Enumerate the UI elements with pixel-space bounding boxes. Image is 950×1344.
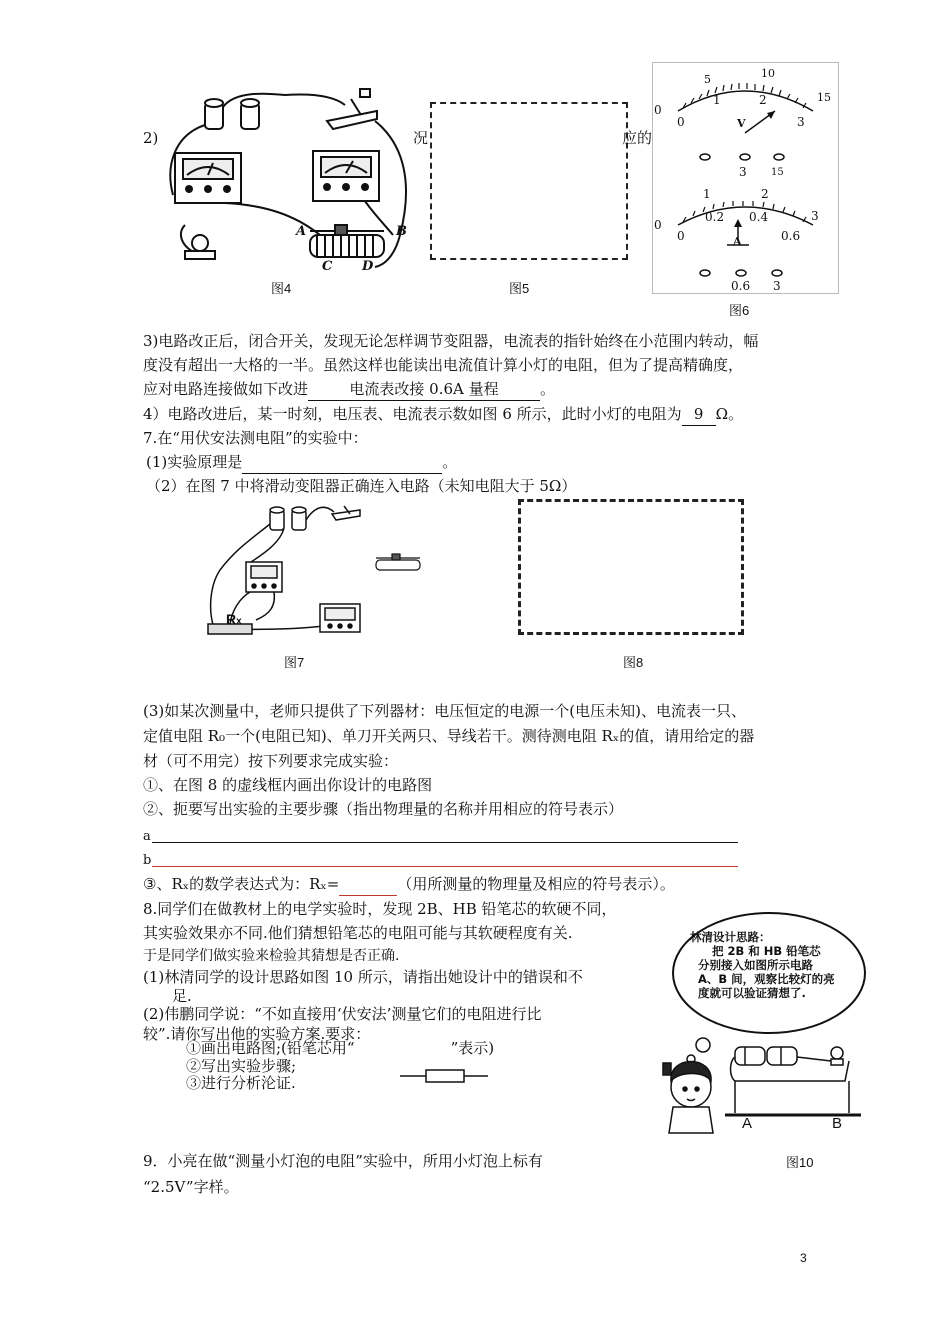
rx-label: Rx <box>226 611 242 627</box>
q7-step-1: ①、在图 8 的虚线框内画出你设计的电路图 <box>143 776 433 794</box>
q4-line: 4）电路改进后，某一时刻，电压表、电流表示数如图 6 所示，此时小灯的电阻为 9 Ω。 <box>143 403 743 426</box>
q7-part-3-line-3: 材（可不用完）按下列要求完成实验： <box>143 752 399 770</box>
q7-part-3-line-2: 定值电阻 R₀一个(电阻已知)、单刀开关两只、导线若干。测待测电阻 Rₓ的值，请用给定的器 <box>143 727 755 745</box>
figure-6-caption: 图6 <box>729 303 750 318</box>
q7-part-1: (1)实验原理是 。 <box>146 451 457 474</box>
q4-answer: 9 <box>682 403 716 426</box>
q7-step-2: ②、扼要写出实验的主要步骤（指出物理量的名称并用相应的符号表示） <box>143 800 624 818</box>
q8-requirement-1: ①画出电路图;(铅笔芯用“ ”表示) <box>186 1039 495 1057</box>
voltmeter-bottom-1: 1 <box>713 93 721 107</box>
figure-5-dashed-box <box>430 102 628 260</box>
figure-10-caption: 图10 <box>786 1155 814 1170</box>
q7-part-2: （2）在图 7 中将滑动变阻器正确连入电路（未知电阻大于 5Ω） <box>146 477 577 495</box>
q8-line-2: 其实验效果亦不同.他们猜想铅笔芯的电阻可能与其软硬程度有关. <box>143 924 573 942</box>
q3-line-2: 度没有超出一大格的一半。虽然这样也能读出电流值计算小灯的电阻，但为了提高精确度， <box>143 356 744 374</box>
q8-part-2-line-2: 较”.请你写出他的实验方案.要求： <box>143 1025 371 1043</box>
voltmeter-top-15: 15 <box>817 91 831 104</box>
q7-step-a-label: a <box>143 829 151 844</box>
pencil-lead-resistor-symbol <box>400 1066 490 1086</box>
rheostat-label-a: A <box>296 224 307 239</box>
voltmeter-bottom-0: 0 <box>677 115 685 129</box>
q7-step-b-label: b <box>143 853 152 868</box>
ammeter-top-1: 1 <box>703 187 711 201</box>
figure-5-caption: 图5 <box>509 281 530 296</box>
ammeter-top-0: 0 <box>654 218 662 232</box>
q3-line-1: 3)电路改正后，闭合开关，发现无论怎样调节变阻器，电流表的指针始终在小范围内转动，幅 <box>143 332 759 350</box>
thought-bubble-text: 林清设计思路： 把 2B 和 HB 铅笔芯 分别接入如图所示电路 A、B 间，观察比较灯的亮 度就可以验证猜想了. <box>690 930 835 1000</box>
ammeter-bottom-0.4: 0.4 <box>749 210 769 224</box>
figure-4-caption: 图4 <box>271 281 292 296</box>
voltmeter-top-5: 5 <box>704 73 711 86</box>
question-2-fragment-mid: 况 <box>413 129 429 147</box>
ammeter-bottom-0.2: 0.2 <box>705 210 725 224</box>
rheostat-label-d: D <box>362 259 374 274</box>
rheostat-label-c: C <box>322 259 333 274</box>
q9-line-2: “2.5V”字样。 <box>143 1178 239 1196</box>
voltmeter-top-10: 10 <box>761 67 775 80</box>
voltmeter-bottom-2: 2 <box>759 93 767 107</box>
rheostat-label-b: B <box>396 224 407 239</box>
figure-8-caption: 图8 <box>623 655 644 670</box>
q7-step-a-line <box>152 842 738 843</box>
ammeter-top-3: 3 <box>811 209 819 223</box>
voltmeter-terminal-15: 15 <box>771 167 784 178</box>
voltmeter-symbol: V <box>737 117 746 130</box>
q7-title: 7.在“用伏安法测电阻”的实验中： <box>143 429 368 447</box>
q8-part-2-line-1: (2)伟鹏同学说：“不如直接用‘伏安法’测量它们的电阻进行比 <box>143 1005 542 1023</box>
q8-requirement-3: ③进行分析沦证. <box>186 1074 296 1092</box>
q7-step-b-line <box>152 866 738 867</box>
ammeter-top-2: 2 <box>761 187 769 201</box>
q8-line-1: 8.同学们在做教材上的电学实验时，发现 2B、HB 铅笔芯的软硬不同， <box>143 900 617 918</box>
ammeter-bottom-0.6: 0.6 <box>781 229 801 243</box>
terminal-a-label: A <box>742 1115 753 1132</box>
q3-line-3: 应对电路连接做如下改进 电流表改接 0.6A 量程 。 <box>143 378 555 401</box>
q8-part-1-line-1: (1)林清同学的设计思路如图 10 所示，请指出她设计中的错误和不 <box>143 968 583 986</box>
q8-line-3: 于是同学们做实验来检验其猜想是否正确. <box>143 948 400 964</box>
q9-line-1: 9．小亮在做“测量小灯泡的电阻”实验中，所用小灯泡上标有 <box>143 1152 543 1170</box>
ammeter-terminal-3: 3 <box>773 279 781 293</box>
figure-8-dashed-box <box>518 499 744 635</box>
q3-answer: 电流表改接 0.6A 量程 <box>308 378 540 401</box>
q7-formula-blank <box>339 873 397 896</box>
question-2-fragment-right: 应的 <box>622 129 653 147</box>
page-number: 3 <box>800 1251 807 1265</box>
ammeter-bottom-0: 0 <box>677 229 685 243</box>
ammeter-terminal-0.6: 0.6 <box>731 279 751 293</box>
voltmeter-bottom-3: 3 <box>797 115 805 129</box>
q8-requirement-2: ②写出实验步骤; <box>186 1057 297 1075</box>
figure-7-caption: 图7 <box>284 655 305 670</box>
q7-step-3: ③、Rₓ的数学表达式为：Rₓ= （用所测量的物理量及相应的符号表示）。 <box>143 873 675 896</box>
circuit-figure-4 <box>155 85 420 275</box>
voltmeter-top-0: 0 <box>654 103 662 117</box>
figure-6 <box>652 62 839 294</box>
terminal-b-label: B <box>832 1115 843 1132</box>
q7-part-3-line-1: (3)如某次测量中，老师只提供了下列器材：电压恒定的电源一个(电压未知)、电流表一只、 <box>143 702 746 720</box>
q8-part-1-line-2: 足. <box>172 987 192 1005</box>
voltmeter-terminal-3: 3 <box>739 165 747 179</box>
q7-principle-blank <box>242 451 442 474</box>
question-2-fragment: 2) <box>143 129 159 147</box>
ammeter-symbol: A <box>733 235 742 248</box>
